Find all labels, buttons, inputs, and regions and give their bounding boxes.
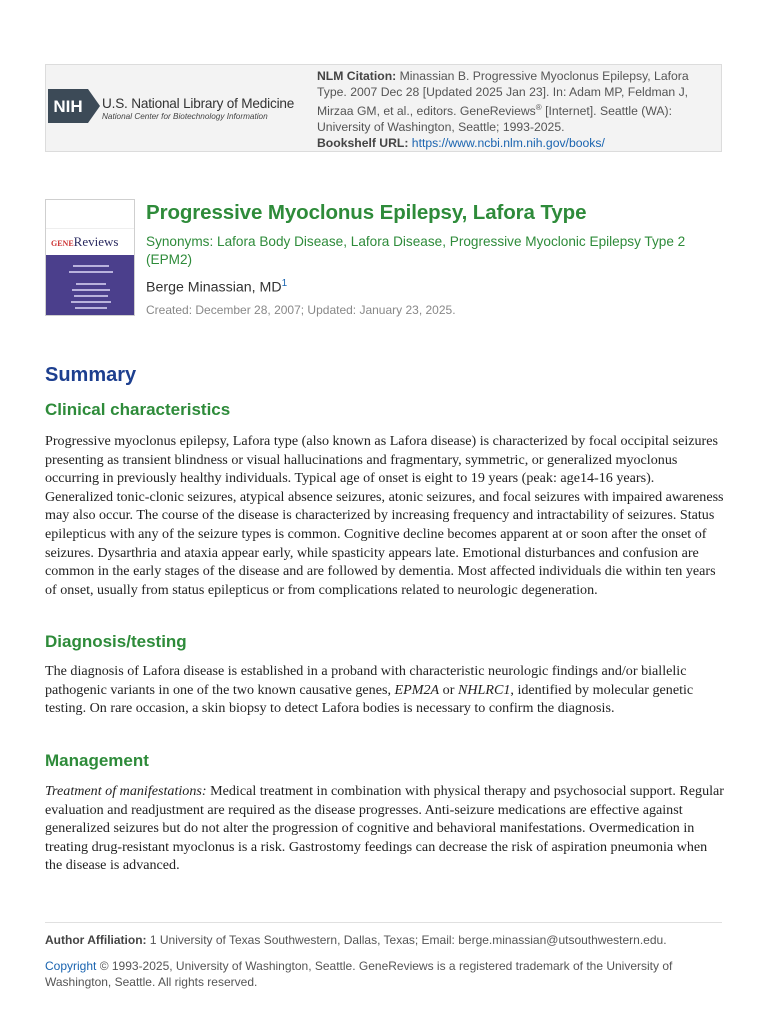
- nlm-org-name: U.S. National Library of Medicine: [102, 96, 295, 111]
- genereviews-logo: GENEReviews: [51, 234, 119, 249]
- bookshelf-url-link[interactable]: https://www.ncbi.nlm.nih.gov/books/: [411, 136, 605, 151]
- clinical-characteristics-text: Progressive myoclonus epilepsy, Lafora type (also known as Lafora disease) is characterized by focal occipital seizures presenting as transient blindness or visual hallucinations and fragmentary, symmetric, or generalized myoclonus occurring in previously healthy individuals. Typical age of onset is eight to 19 years (peak: age14-16 years). Generalized tonic-clonic seizures, atypical absence seizures, atonic seizures, and focal seizures with impaired awareness may also occur. The course of the disease is characterized by increasing frequency and intractability of seizures. Status epilepticus with any of the seizure types is common. Cognitive decline becomes apparent at or soon after the onset of seizures. Dysarthria and ataxia appear early, while spasticity appears late. Emotional disturbances and confusion are common in the early stages of the disease and are followed by dementia. Most affected individuals die within ten years of onset, usually from status epilepticus or from complications related to neurologic degeneration.: [45, 433, 724, 598]
- diagnosis-testing-text: The diagnosis of Lafora disease is established in a proband with characteristic neurologic findings and/or biallelic pathogenic variants in one of the two known causative genes, EPM2A or NHLRC1, identified by molecular genetic testing. On rare occasion, a skin biopsy to detect Lafora bodies is necessary to confirm the diagnosis.: [45, 663, 694, 717]
- synonyms: Synonyms: Lafora Body Disease, Lafora Disease, Progressive Myoclonic Epilepsy Type 2 (EPM2): [146, 234, 686, 267]
- nlm-citation-text-1: Minassian B. Progressive Myoclonus Epilepsy, Lafora Type. 2007 Dec 28 [Updated 2025 Jan 23]. In: Adam MP, Feldman J, Mirzaa GM, et al., editors. GeneReviews: [317, 69, 689, 119]
- genereviews-cover-image: [45, 199, 135, 316]
- cover-purple-panel: [46, 255, 134, 315]
- nlm-citation: [317, 68, 712, 151]
- summary-heading: Summary: [45, 364, 137, 386]
- nlm-logo-text: [102, 96, 294, 122]
- registered-mark: ®: [535, 103, 542, 112]
- nlm-citation-label: NLM Citation:: [317, 69, 397, 83]
- gene-epm2a: EPM2A: [394, 681, 440, 698]
- author: [146, 278, 287, 296]
- page-title: Progressive Myoclonus Epilepsy, Lafora Type: [146, 201, 587, 224]
- citation-box: [45, 64, 722, 152]
- gene-nhlrc1: NHLRC1: [457, 681, 511, 698]
- nlm-org-subtitle: National Center for Biotechnology Information: [102, 112, 268, 121]
- author-affiliation-link[interactable]: 1: [281, 278, 288, 289]
- nlm-citation-text-2: [Internet]. Seattle (WA): University of Washington, Seattle; 1993-2025.: [317, 104, 672, 135]
- nih-logo-icon: [48, 89, 100, 123]
- copyright: Copyright © 1993-2025, University of Washington, Seattle. GeneReviews is a registered trademark of the University of Washington, Seattle. All rights reserved.: [45, 959, 673, 989]
- management-heading: Management: [45, 751, 149, 770]
- nih-logo-text: NIH: [53, 97, 83, 116]
- bookshelf-url-label: Bookshelf URL:: [317, 136, 409, 151]
- clinical-characteristics-heading: Clinical characteristics: [45, 400, 231, 419]
- copyright-link[interactable]: Copyright: [45, 959, 97, 973]
- footer-divider: [45, 922, 722, 923]
- dates: Created: December 28, 2007; Updated: January 23, 2025.: [146, 303, 456, 317]
- author-name: Berge Minassian, MD: [146, 279, 282, 296]
- diagnosis-testing-heading: Diagnosis/testing: [45, 632, 187, 651]
- author-affiliation-label: Author Affiliation:: [45, 933, 147, 947]
- management-label: Treatment of manifestations:: [45, 783, 207, 799]
- management-text: Treatment of manifestations: Medical treatment in combination with physical therapy and psychosocial support. Regular evaluation and readjustment are required as the disease progresses. Anti-seizure medications are effective against generalized seizures but do not alter the progression of cognitive and behavioral manifestations. Overmedication in treating drug-resistant myoclonus is a risk. Gastrostomy feedings can decrease the risk of aspiration pneumonia when the disease is advanced.: [45, 783, 724, 874]
- author-affiliation: Author Affiliation: 1 University of Texas Southwestern, Dallas, Texas; Email: berge.minassian@utsouthwestern.edu.: [45, 933, 667, 947]
